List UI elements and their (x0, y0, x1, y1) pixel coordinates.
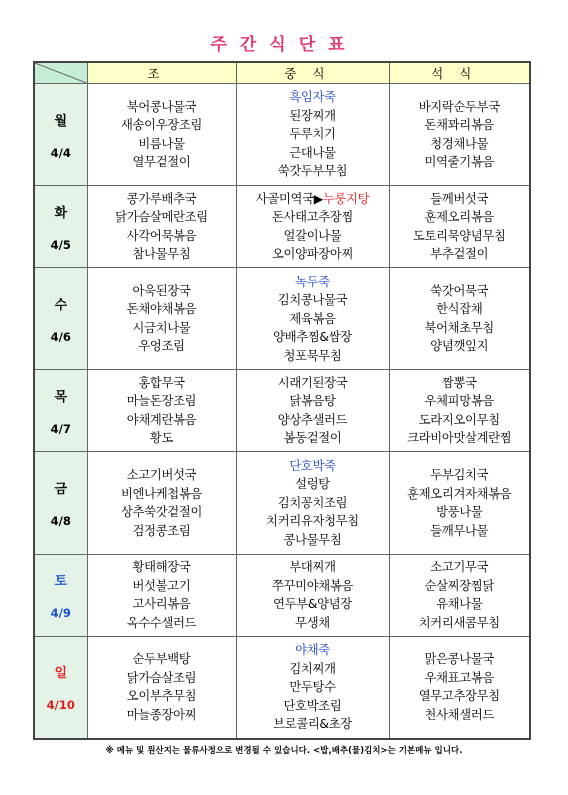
lunch-cell (236, 186, 389, 268)
header-corner-cell (34, 62, 87, 84)
day-date: 4/7 (50, 421, 71, 436)
menu-item: 우체피망볶음 (424, 394, 494, 409)
menu-item: 마늘종장아찌 (126, 707, 197, 722)
diagonal-line-icon (35, 63, 87, 83)
menu-item: 비엔나케첩볶음 (120, 486, 203, 501)
table-header-row (34, 62, 530, 84)
menu-item: 우엉조림 (138, 339, 185, 354)
menu-item: 닭가슴살메란조림 (115, 210, 208, 225)
menu-item: 봄동겉절이 (283, 431, 342, 446)
menu-item: 아욱된장국 (132, 283, 191, 298)
page-title: 주간식단표 (210, 35, 358, 55)
breakfast-cell (87, 554, 236, 636)
menu-item: 버섯불고기 (132, 578, 191, 593)
breakfast-cell (87, 370, 236, 452)
dinner-cell (389, 186, 530, 268)
menu-item: 검정콩조림 (132, 523, 191, 538)
menu-item: 설렁탕 (295, 477, 330, 492)
menu-item: 부추겉절이 (430, 247, 489, 262)
dinner-cell (389, 268, 530, 370)
header-dinner: 석식 (389, 62, 530, 84)
day-name: 월 (54, 113, 68, 129)
day-row (34, 268, 530, 370)
header-lunch: 중식 (236, 62, 389, 84)
menu-item: 닭가슴살조림 (126, 670, 197, 685)
menu-item (237, 190, 389, 209)
menu-item: 치커리유자청무침 (266, 514, 359, 529)
menu-item: 들깨무나물 (430, 523, 489, 538)
menu-item: 야채계란볶음 (126, 412, 197, 427)
menu-item: 브로콜리&초장 (273, 717, 352, 732)
day-date: 4/4 (50, 145, 71, 160)
menu-item: 도토리묵양념무침 (412, 228, 506, 243)
menu-item: 오이부추무침 (126, 689, 197, 704)
menu-item: 황도 (149, 431, 174, 446)
menu-item: 크라비아맛살계란찜 (407, 431, 512, 446)
menu-item: 순두부백탕 (132, 652, 191, 667)
menu-item: 김치콩나물국 (277, 293, 348, 308)
day-name: 화 (54, 205, 68, 221)
menu-item: 소고기버섯국 (126, 468, 197, 483)
day-date: 4/9 (50, 606, 71, 621)
day-cell (34, 268, 87, 370)
porridge-item: 녹두죽 (295, 274, 330, 289)
menu-item: 시금치나물 (132, 320, 191, 335)
header-breakfast: 조 (87, 62, 236, 84)
menu-item: 돈채야채볶음 (126, 302, 197, 317)
lunch-cell (236, 268, 389, 370)
menu-item: 연두부&양념장 (273, 597, 352, 612)
menu-item: 비름나물 (138, 136, 185, 151)
menu-item: 맑은콩나물국 (424, 652, 494, 667)
day-date: 4/5 (50, 237, 71, 252)
breakfast-cell (87, 452, 236, 554)
day-row (34, 186, 530, 268)
day-date: 4/6 (50, 329, 71, 344)
menu-item: 참나물무침 (132, 247, 191, 262)
porridge-item: 흑임자죽 (289, 90, 336, 105)
menu-item: 짬뽕국 (441, 375, 477, 390)
lunch-cell (236, 370, 389, 452)
menu-item: 돈사태고추장찜 (271, 210, 354, 225)
menu-item: 두루치기 (289, 127, 336, 142)
lunch-cell (236, 554, 389, 636)
day-row (34, 452, 530, 554)
menu-item: 열무겉절이 (132, 155, 191, 170)
menu-item: 새송이우장조림 (120, 118, 203, 133)
menu-item: 바지락순두부국 (418, 99, 500, 114)
menu-item: 두부김치국 (430, 468, 489, 483)
menu-item: 소고기무국 (430, 560, 489, 575)
menu-item: 마늘돈장조림 (126, 394, 197, 409)
dinner-cell (389, 554, 530, 636)
day-name: 토 (54, 574, 68, 590)
dinner-cell (389, 370, 530, 452)
menu-item-substitute: 누룽지탕 (322, 191, 370, 206)
menu-item: 우채표고볶음 (424, 670, 494, 685)
menu-item-main: 사골미역국▶ (255, 191, 323, 206)
menu-item: 콩가루배추국 (126, 191, 197, 206)
menu-item: 돈채꽈리볶음 (424, 118, 494, 133)
menu-item: 북어콩나물국 (126, 99, 197, 114)
menu-item: 열무고추장무침 (418, 689, 500, 704)
lunch-cell (236, 84, 389, 186)
day-row (34, 636, 530, 739)
menu-item: 만두탕수 (289, 680, 336, 695)
menu-item: 부대찌개 (289, 560, 336, 575)
menu-item: 쑥갓두부무침 (277, 164, 348, 179)
menu-item: 미역줄기볶음 (424, 155, 494, 170)
menu-item: 방풍나물 (436, 505, 483, 520)
lunch-cell (236, 452, 389, 554)
day-date: 4/10 (46, 698, 75, 713)
menu-item: 훈제오리겨자채볶음 (407, 486, 512, 501)
menu-item: 양배추찜&쌈장 (273, 330, 352, 345)
menu-item: 양념깻잎지 (430, 339, 489, 354)
menu-item: 제육볶음 (289, 311, 336, 326)
breakfast-cell (87, 186, 236, 268)
dinner-cell (389, 636, 530, 739)
menu-item: 북어채초무침 (424, 320, 494, 335)
day-cell (34, 370, 87, 452)
menu-item: 순살찌장찜닭 (424, 578, 494, 593)
menu-item: 무생채 (295, 615, 330, 630)
menu-item: 도라지오이무침 (418, 412, 500, 427)
menu-item: 들께버섯국 (430, 191, 489, 206)
menu-item: 유채나물 (436, 597, 483, 612)
menu-item: 콩나물무침 (283, 532, 342, 547)
day-date: 4/8 (50, 514, 71, 529)
menu-item: 천사채샐러드 (424, 707, 494, 722)
menu-item: 닭볶음탕 (289, 394, 336, 409)
footnote: ※ 메뉴 및 원산지는 물류사정으로 변경될 수 있습니다. <밥,배추(물)김치>는 기본메뉴 입니다. (105, 745, 463, 755)
day-cell (34, 84, 87, 186)
menu-item: 홍합무국 (138, 375, 185, 390)
menu-item: 오이양파장아찌 (271, 247, 354, 262)
menu-item: 황태해장국 (132, 560, 191, 575)
weekly-menu-table (33, 61, 531, 740)
menu-item: 된장찌개 (289, 108, 336, 123)
dinner-cell (389, 452, 530, 554)
menu-item: 상추쑥갓겉절이 (120, 505, 203, 520)
day-row (34, 554, 530, 636)
menu-item: 청포묵무침 (283, 348, 342, 363)
menu-item: 근대나물 (289, 145, 336, 160)
day-row (34, 84, 530, 186)
menu-item: 쭈꾸미야채볶음 (271, 578, 354, 593)
day-row (34, 370, 530, 452)
menu-item: 쑥갓어묵국 (430, 283, 489, 298)
day-name: 일 (54, 666, 68, 682)
porridge-item: 야채죽 (295, 643, 330, 658)
menu-item: 사각어묵볶음 (126, 228, 197, 243)
menu-item: 시래기된장국 (277, 375, 348, 390)
menu-item: 얼갈이나물 (283, 228, 342, 243)
day-cell (34, 452, 87, 554)
day-name: 목 (54, 389, 68, 405)
day-name: 금 (54, 482, 68, 498)
porridge-item: 단호박죽 (289, 458, 336, 473)
menu-item: 고사리볶음 (132, 597, 191, 612)
menu-item: 청경채나물 (430, 136, 489, 151)
menu-item: 김치찌개 (289, 661, 336, 676)
menu-item: 치커리새콤무침 (418, 615, 500, 630)
menu-item: 한식잡채 (436, 302, 483, 317)
breakfast-cell (87, 636, 236, 739)
menu-item: 단호박조림 (283, 698, 342, 713)
day-name: 수 (54, 297, 68, 313)
menu-item: 옥수수샐러드 (126, 615, 197, 630)
day-cell (34, 186, 87, 268)
day-cell (34, 636, 87, 739)
menu-item: 양상추샐러드 (277, 412, 348, 427)
lunch-cell (236, 636, 389, 739)
breakfast-cell (87, 268, 236, 370)
menu-item: 훈제오리볶음 (424, 210, 494, 225)
day-cell (34, 554, 87, 636)
menu-item: 김치꽁치조림 (277, 495, 348, 510)
dinner-cell (389, 84, 530, 186)
breakfast-cell (87, 84, 236, 186)
